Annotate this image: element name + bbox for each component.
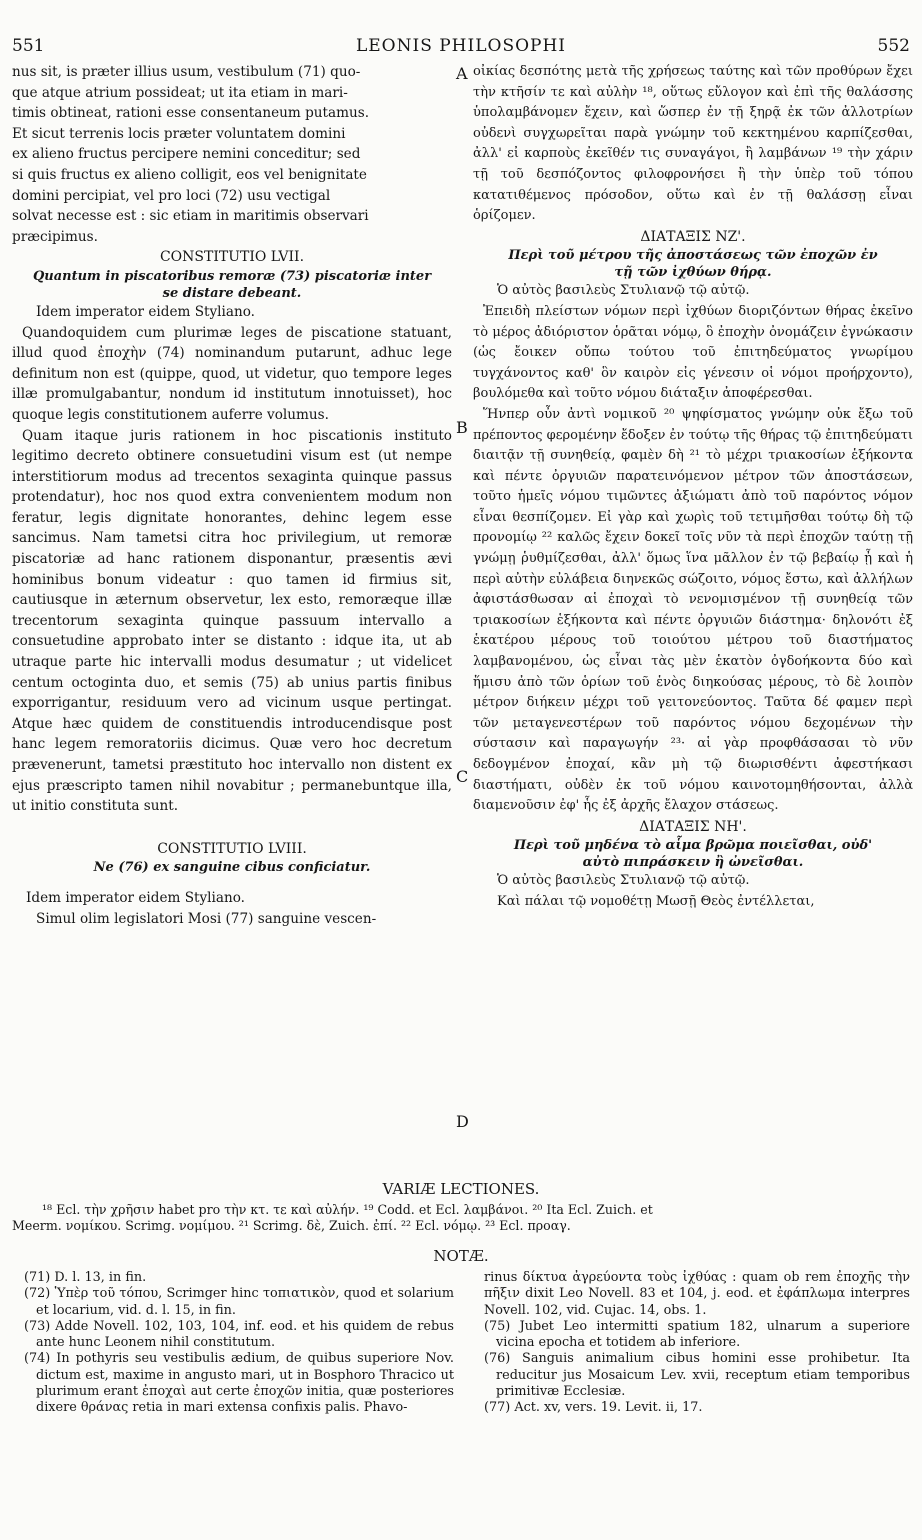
margin-letter-d: D bbox=[456, 1112, 469, 1131]
variae-line: ¹⁸ Ecl. τὴν χρῆσιν habet pro τὴν κτ. τε καὶ αὐλήν. ¹⁹ Codd. et Ecl. λαμβάνοι. ²⁰ Ita Ecl. Zuich. et bbox=[42, 1202, 653, 1217]
text-line: timis obtineat, rationi esse consentaneum putamus. bbox=[12, 105, 370, 122]
diataxis-57-heading: ΔΙΑΤΑΞΙΣ ΝΖ'. bbox=[640, 228, 746, 245]
margin-letter-c: C bbox=[456, 767, 469, 786]
diataxis-57-paragraph-1: Ἐπειδὴ πλείστων νόμων περὶ ἰχθύων διοριζόντων θήρας ἐκεῖνο τὸ μέρος ἀδιόριστον ὁρᾶται νόμῳ, ὃ ἐποχὴν ὀνομάζειν ἐγνώκασιν (ὡς ἔοικεν οὔπω τούτου τοῦ ἐπιτηδεύματος γνωρίμου τυγχάνοντος καθ' ὃν καιρὸν εἰς γένεσιν οἱ νόμοι προήρχοντο), βουλόμεθα καὶ τοῦτο νόμου διάταξιν ἀποφέρεσθαι. bbox=[473, 303, 913, 402]
constitutio-57-paragraph-2: Quam itaque juris rationem in hoc piscationis instituto legitimo decreto obtinere consuetudini visum est (ut nempe interstitiorum modus ad trecentos sexaginta quinque passus protendatur), hoc nos quod extra convenientem modum non feratur, legis dignitate honorantes, dehinc legem esse sancimus. Nam tametsi citra hoc privilegium, ut remoræ piscatoriæ ad hanc rationem disponantur, præsentis ævi hominibus bonum videatur : quo tamen id firmius sit, cautiusque in æternum observetur, lex esto, remoræque illæ trecentorum sexaginta quinque passuum intervallo a consuetudine approbato inter se distanto : idque ita, ut ab utraque parte hic intervalli modus desumatur ; ut videlicet centum octoginta duo, et semis (75) ab unius partis finibus exporrigantur, residuum vero ad vicinum usque pertingat. Atque hæc quidem de constituendis introducendisque post hanc legem remoratoriis dicimus. Quæ vero hoc decretum prævenerunt, tametsi præstituto hoc intervallo non distent ex ejus præscripto tamen nihil novabitur ; permanebuntque illa, ut initio constituta sunt. bbox=[12, 427, 452, 815]
note-77: (77) Act. xv, vers. 19. Levit. ii, 17. bbox=[484, 1400, 703, 1416]
note-73: (73) Adde Novell. 102, 103, 104, inf. eod. et his quidem de rebus ante hunc Leonem nihil constitutum. bbox=[24, 1318, 454, 1351]
constitutio-58-paragraph: Simul olim legislatori Mosi (77) sanguine vescen- bbox=[36, 910, 377, 927]
latin-intro bbox=[12, 62, 452, 247]
text-line: nus sit, is præter illius usum, vestibulum (71) quo- bbox=[12, 64, 361, 80]
note-76: (76) Sanguis animalium cibus homini esse prohibetur. Ita reducitur jus Mosaicum Lev. xvii, receptum etiam temporibus primitivæ Ecclesiæ. bbox=[484, 1351, 910, 1400]
note-74: (74) In pothyris seu vestibulis ædium, de quibus superiore Nov. dictum est, maxime in angusto mari, ut in Bosphoro Thracico ut plurimum erant ἐποχαὶ aut certe ἐποχῶν initia, quæ posteriores dixere θράνας retia in mari extensa confixis palis. Phavo- bbox=[24, 1351, 454, 1416]
diataxis-57-paragraph-2: Ἥνπερ οὖν ἀντὶ νομικοῦ ²⁰ ψηφίσματος γνώμην οὐκ ἔξω τοῦ πρέποντος φερομένην ἔδοξεν ἐν τούτῳ τῆς θήρας τῷ ἐπιτηδεύματι διαιτᾷν τῇ συνηθείᾳ, φαμὲν δὴ ²¹ τὸ μέχρι τριακοσίων ἑξήκοντα καὶ πέντε ὀργυιῶν παρατεινόμενον μέτρον τῶν ἀποστάσεων, τοῦτο ἡμεῖς νόμου τιμῶντες ἀξιώματι ἀπὸ τοῦ παρόντος νόμον εἶναι θεσπίζομεν. Εἰ γὰρ καὶ χωρὶς τοῦ τετιμῆσθαι τούτῳ δὴ τῷ προνομίῳ ²² καλῶς ἔχειν δοκεῖ τοῖς νῦν τὰ περὶ ἐποχῶν ταύτῃ τῇ γνώμῃ ῥυθμίζεσθαι, ἀλλ' ὅμως ἵνα μᾶλλον ἐν τῷ βεβαίῳ ᾖ καὶ ἡ περὶ αὐτὴν εὐλάβεια διηνεκῶς σώζοιτο, νόμος ἔστω, καὶ ἀλλήλων ἀφιστάσθωσαν αἱ ἐποχαὶ τὸ νενομισμένον τῇ συνηθείᾳ τῶν τριακοσίων ἑξήκοντα καὶ πέντε ὀργυιῶν διάστημα· δηλονότι ἐξ ἑκατέρου μέρους τοῦ τοιούτου μέτρου τοῦ διαστήματος λαμβανομένου, ὡς εἶναι τὰς μὲν ἑκατὸν ὀγδοήκοντα δύο καὶ ἥμισυ ἀπὸ τῶν ὁρίων τοῦ ἑνὸς διηκούσας μέρους, τὸ δὲ λοιπὸν μέτρον διήκειν μέχρι τοῦ γειτονεύοντος. Ταῦτα δέ φαμεν περὶ τῶν μεταγενεστέρων τοῦ παρόντος νόμου δεχομένων τὴν σύστασιν καὶ παραγωγήν ²³· αἱ γὰρ προφθάσασαι τὸ νῦν δεδογμένον ἐποχαί, κἂν μὴ τῷ διωρισθέντι ἀφεστήκασι διαστήματι, οὐδὲν ἐκ τοῦ νόμου καινοτομηθήσονται, ἀλλὰ διαμενοῦσιν ἐφ' ἧς ἐξ ἀρχῆς ἔλαχον στάσεως. bbox=[473, 406, 913, 814]
note-72: (72) Ὑπὲρ τοῦ τόπου, Scrimger hinc τοπιατικὸν, quod et solarium et locarium, vid. d. l. 15, in fin. bbox=[24, 1286, 454, 1318]
latin-column bbox=[12, 62, 452, 930]
diataxis-57-address: Ὁ αὐτὸς βασιλεὺς Στυλιανῷ τῷ αὐτῷ. bbox=[497, 283, 750, 299]
diataxis-57-subtitle: Περὶ τοῦ μέτρου τῆς ἀποστάσεως τῶν ἐποχῶν ἐν bbox=[508, 248, 878, 264]
variae-line: Meerm. νομίκου. Scrimg. νομίμου. ²¹ Scrimg. δὲ, Zuich. ἐπί. ²² Ecl. νόμῳ. ²³ Ecl. προαγ. bbox=[12, 1218, 571, 1233]
diataxis-58-subtitle: Περὶ τοῦ μηδένα τὸ αἷμα βρῶμα ποιεῖσθαι, οὐδ' bbox=[513, 838, 873, 854]
diataxis-58-address: Ὁ αὐτὸς βασιλεὺς Στυλιανῷ τῷ αὐτῷ. bbox=[497, 873, 750, 889]
text-line: si quis fructus ex alieno colligit, eos vel benignitate bbox=[12, 166, 367, 183]
diataxis-57-subtitle-cont: τῇ τῶν ἰχθύων θήρᾳ. bbox=[614, 265, 772, 281]
constitutio-58-subtitle: Ne (76) ex sanguine cibus conficiatur. bbox=[93, 860, 371, 876]
constitutio-57-subtitle: Quantum in piscatoribus remoræ (73) piscatoriæ inter bbox=[32, 268, 432, 284]
constitutio-58-address: Idem imperator eidem Styliano. bbox=[26, 890, 246, 907]
notes-right-column bbox=[478, 1270, 910, 1417]
greek-column bbox=[473, 62, 913, 913]
page-number-left: 551 bbox=[12, 36, 45, 56]
diataxis-58-paragraph: Καὶ πάλαι τῷ νομοθέτῃ Μωσῇ Θεὸς ἐντέλλεται, bbox=[497, 893, 815, 909]
text-line: præcipimus. bbox=[12, 228, 98, 245]
text-line: ex alieno fructus percipere nemini conceditur; sed bbox=[12, 146, 361, 163]
constitutio-57-heading: CONSTITUTIO LVII. bbox=[159, 249, 305, 266]
text-line: solvat necesse est : sic etiam in maritimis observari bbox=[12, 208, 369, 225]
page-number-right: 552 bbox=[877, 36, 910, 56]
running-title: LEONIS PHILOSOPHI bbox=[355, 36, 567, 56]
constitutio-58-heading: CONSTITUTIO LVIII. bbox=[157, 840, 307, 857]
constitutio-57-subtitle-cont: se distare debeant. bbox=[162, 285, 302, 301]
running-header bbox=[12, 36, 910, 60]
greek-intro: οἰκίας δεσπότης μετὰ τῆς χρήσεως ταύτης καὶ τῶν προθύρων ἔχει τὴν κτῆσίν τε καὶ αὐλὴν ¹⁸, οὕτως εὔλογον καὶ ἐπὶ τῆς θαλάσσης ὑπολαμβάνομεν ἔχειν, καὶ ὥσπερ ἐν τῇ ξηρᾷ ἐκ τῶν ἀλλοτρίων οὐδενὶ συγχωρεῖται παρὰ γνώμην τοῦ κεκτημένου καρπίζεσθαι, ἀλλ' εἰ καρποὺς ἐκεῖθέν τις συναγάγοι, ἢ λαμβάνων ¹⁹ τὴν χάριν τῇ τοῦ δεσπόζοντος φιλοφρονήσει ἢ τὴν ὑπὲρ τοῦ τόπου κατατιθέμενος πρόσοδον, οὕτω καὶ ἐν τῇ θαλάσσῃ εἶναι ὁρίζομεν. bbox=[473, 64, 913, 224]
diataxis-58-heading: ΔΙΑΤΑΞΙΣ ΝΗ'. bbox=[639, 818, 747, 835]
variae-lectiones-title: VARIÆ LECTIONES. bbox=[382, 1180, 540, 1198]
notae-title: NOTÆ. bbox=[433, 1247, 489, 1265]
margin-letter-a: A bbox=[456, 64, 468, 83]
diataxis-58-subtitle-cont: αὐτὸ πιπράσκειν ἢ ὠνεῖσθαι. bbox=[582, 855, 804, 871]
text-line: que atque atrium possideat; ut ita etiam in mari- bbox=[12, 84, 348, 101]
margin-letter-b: B bbox=[456, 418, 468, 437]
constitutio-57-address: Idem imperator eidem Styliano. bbox=[36, 303, 256, 320]
note-74-continued: rinus δίκτυα ἀγρεύοντα τοὺς ἰχθύας : quam ob rem ἐποχῆς τὴν πῆξιν dixit Leo Novell. 83 et 104, j. eod. et ἐφάπλωμα interpres Novell. 102, vid. Cujac. 14, obs. 1. bbox=[484, 1270, 910, 1318]
constitutio-57-paragraph-1: Quandoquidem cum plurimæ leges de piscatione statuant, illud quod ἐποχὴν (74) nominandum putarunt, adhuc lege definitum non est (quippe, quod, ut videtur, quo tempore leges illæ promulgabantur, nondum id institutum innotuisset), hoc quoque legis constitutionem auferre volumus. bbox=[12, 324, 452, 423]
note-71: (71) D. l. 13, in fin. bbox=[24, 1270, 147, 1285]
text-line: domini percipiat, vel pro loci (72) usu vectigal bbox=[12, 187, 331, 204]
note-75: (75) Jubet Leo intermitti spatium 182, ulnarum a superiore vicina epocha et totidem ab inferiore. bbox=[484, 1318, 910, 1351]
text-line: Et sicut terrenis locis præter voluntatem domini bbox=[12, 125, 346, 142]
variae-lectiones bbox=[12, 1202, 910, 1234]
notes-left-column bbox=[18, 1270, 454, 1417]
